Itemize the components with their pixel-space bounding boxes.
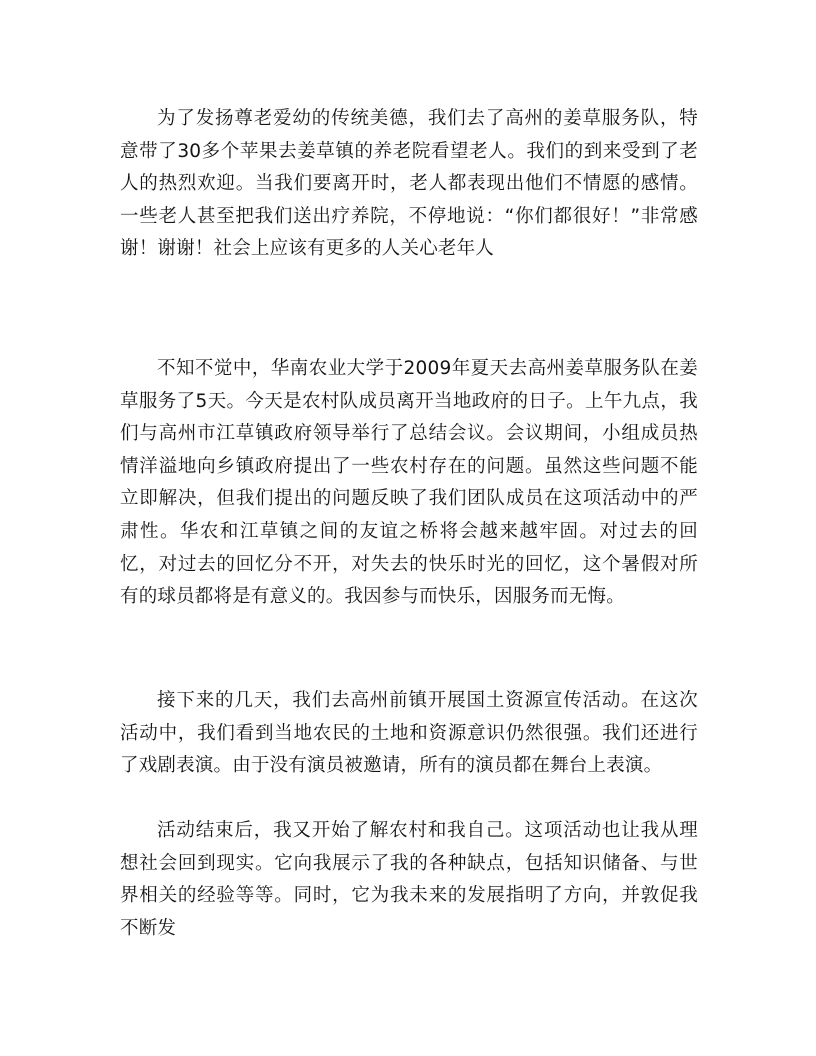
paragraph-land-resources-campaign: 接下来的几天，我们去高州前镇开展国土资源宣传活动。在这次活动中，我们看到当地农民的土地和资源意识仍然很强。我们还进行了戏剧表演。由于没有演员被邀请，所有的演员都在舞台上表演。 bbox=[120, 690, 698, 777]
paragraph-service-summary: 不知不觉中，华南农业大学于2009年夏天去高州姜草服务队在姜草服务了5天。今天是农村队成员离开当地政府的日子。上午九点，我们与高州市江草镇政府领导举行了总结会议。会议期间，小组成员热情洋溢地向乡镇政府提出了一些农村存在的问题。虽然这些问题不能立即解决，但我们提出的问题反映了我们团队成员在这项活动中的严肃性。华农和江草镇之间的友谊之桥将会越来越牢固。对过去的回忆，对过去的回忆分不开，对失去的快乐时光的回忆，这个暑假对所有的球员都将是有意义的。我因参与而快乐，因服务而无悔。 bbox=[120, 358, 698, 608]
paragraph-reflection: 活动结束后，我又开始了解农村和我自己。这项活动也让我从理想社会回到现实。它向我展示了我的各种缺点，包括知识储备、与世界相关的经验等等。同时，它为我未来的发展指明了方向，并敦促我不断发 bbox=[120, 820, 698, 939]
paragraph-elderly-visit: 为了发扬尊老爱幼的传统美德，我们去了高州的姜草服务队，特意带了30多个苹果去姜草镇的养老院看望老人。我们的到来受到了老人的热烈欢迎。当我们要离开时，老人都表现出他们不情愿的感情。一些老人甚至把我们送出疗养院，不停地说：“你们都很好！”非常感谢！谢谢！社会上应该有更多的人关心老年人 bbox=[120, 108, 698, 260]
